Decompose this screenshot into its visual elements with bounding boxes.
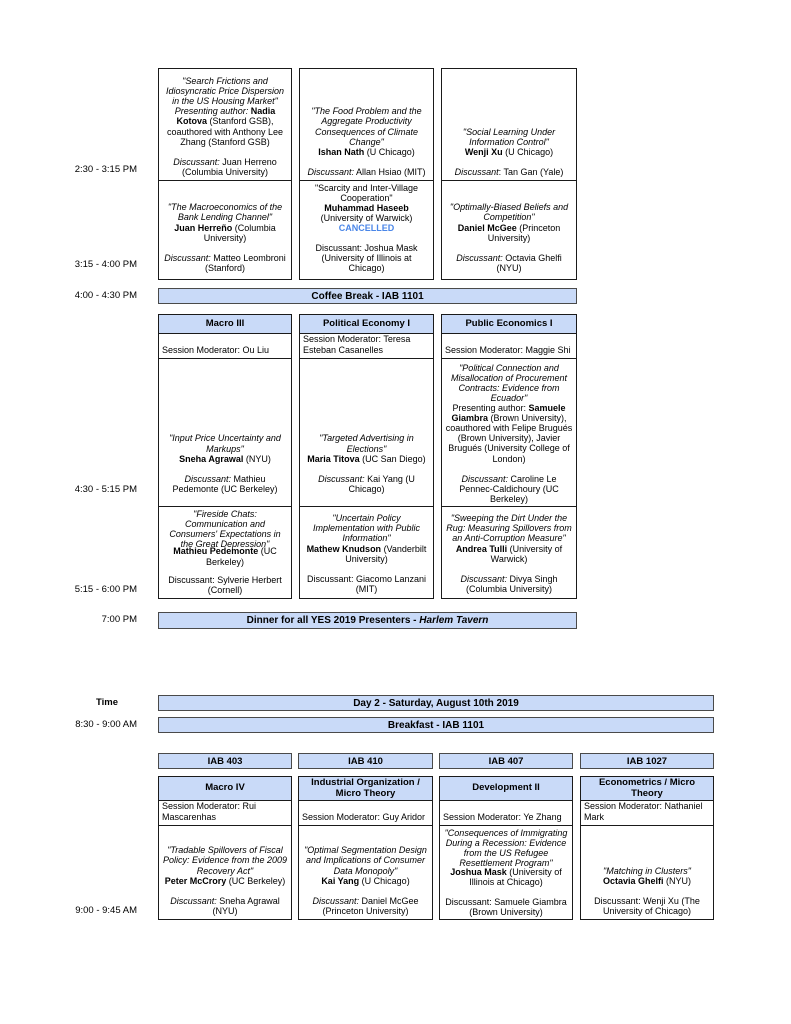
session-moderator-cell: Session Moderator: Maggie Shi [442,333,576,358]
talk-cell: "Search Frictions and Idiosyncratic Price Dispersion in the US Housing Market" Presenting author: Nadia Kotova (Stanford GSB), coauthored with Anthony Lee Zhang (Stanford GSB) Discussant: Juan Herreno (Columbia University) [165,76,285,177]
talk-cell: "Sweeping the Dirt Under the Rug: Measuring Spillovers from an Anti-Corruption Measure" Andrea Tulli (University of Warwick) Discussant: Divya Singh (Columbia University) [442,506,576,598]
time-label-430-515: 4:30 - 5:15 PM [74,484,137,495]
day2-banner: Day 2 - Saturday, August 10th 2019 [158,695,714,711]
session-header-io-micro-theory: Industrial Organization / Micro Theory [299,777,432,800]
session-header-public-economics-i: Public Economics I [442,315,576,333]
session-moderator-cell: Session Moderator: Guy Aridor [299,800,432,825]
time-label-830-900: 8:30 - 9:00 AM [75,719,137,730]
session-header-macro-iv: Macro IV [159,777,291,800]
session-public-economics-i [441,314,577,599]
talk-cell: "Input Price Uncertainty and Markups" Sneha Agrawal (NYU) Discussant: Mathieu Pedemonte (UC Berkeley) [159,358,291,506]
session-header-macro-iii: Macro III [159,315,291,333]
room-header-iab-1027: IAB 1027 [580,753,714,769]
session-moderator-cell: Session Moderator: Ou Liu [159,333,291,358]
time-label-400-430: 4:00 - 4:30 PM [74,290,137,301]
talk-cell: "The Food Problem and the Aggregate Productivity Consequences of Climate Change" Ishan Nath (U Chicago) Discussant: Allan Hsiao (MIT) [307,106,426,177]
day1-column-2-talks [299,68,434,280]
talk-cell: "Scarcity and Inter-Village Cooperation" Muhammad Haseeb (University of Warwick) CANCELLED Discussant: Joshua Mask (University of Illinois at Chicago) [300,180,433,279]
talk-cell: "Optimally-Biased Beliefs and Competition" Daniel McGee (Princeton University) Discussant: Octavia Ghelfi (NYU) [442,180,576,279]
session-macro-iv [158,776,292,920]
day1-column-3-talks [441,68,577,280]
session-io-micro-theory [298,776,433,920]
time-column-header: Time [95,697,118,708]
room-header-iab-403: IAB 403 [158,753,292,769]
talk-cell: "Fireside Chats: Communication and Consumers' Expectations in the Great Depression" Mathieu Pedemonte (UC Berkeley) Discussant: Sylverie Herbert (Cornell) [159,506,291,598]
day1-column-1-talks [158,68,292,280]
session-header-econometrics-micro-theory: Econometrics / Micro Theory [581,777,713,800]
talk-cell: "Uncertain Policy Implementation with Public Information" Mathew Knudson (Vanderbilt University) Discussant: Giacomo Lanzani (MIT) [300,506,433,598]
time-label-700: 7:00 PM [101,614,137,625]
coffee-break-banner: Coffee Break - IAB 1101 [158,288,577,304]
talk-cell: "Targeted Advertising in Elections" Maria Titova (UC San Diego) Discussant: Kai Yang (U Chicago) [300,358,433,506]
session-header-development-ii: Development II [440,777,572,800]
session-moderator-cell: Session Moderator: Teresa Esteban Casanelles [300,333,433,358]
talk-cell: "Political Connection and Misallocation of Procurement Contracts: Evidence from Ecuador" Presenting author: Samuele Giambra (Brown University), coauthored with Felipe Brugués (Brown University), Javier Brugués (University College of London) Discussant: Caroline Le Pennec-Caldichoury (UC Berkeley) [442,358,576,506]
talk-cell: "The Macroeconomics of the Bank Lending Channel" Juan Herreño (Columbia University) Discussant: Matteo Leombroni (Stanford) [159,180,291,279]
talk-cell: "Tradable Spillovers of Fiscal Policy: Evidence from the 2009 Recovery Act" Peter McCrory (UC Berkeley) Discussant: Sneha Agrawal (NYU) [159,825,291,919]
room-header-iab-407: IAB 407 [439,753,573,769]
time-label-515-600: 5:15 - 6:00 PM [74,584,137,595]
session-econometrics-micro-theory [580,776,714,920]
session-moderator-cell: Session Moderator: Rui Mascarenhas [159,800,291,825]
session-moderator-cell: Session Moderator: Ye Zhang [440,800,572,825]
session-moderator-cell: Session Moderator: Nathaniel Mark [581,800,713,825]
session-macro-iii [158,314,292,599]
time-label-315-400: 3:15 - 4:00 PM [74,259,137,270]
breakfast-banner: Breakfast - IAB 1101 [158,717,714,733]
session-development-ii [439,776,573,920]
dinner-banner: Dinner for all YES 2019 Presenters - Harlem Tavern [158,612,577,629]
talk-cell: "Matching in Clusters" Octavia Ghelfi (NYU) Discussant: Wenji Xu (The University of Chicago) [581,825,713,919]
time-label-900-945: 9:00 - 9:45 AM [75,905,137,916]
room-header-iab-410: IAB 410 [298,753,433,769]
time-label-230-315: 2:30 - 3:15 PM [74,164,137,175]
talk-cell: "Optimal Segmentation Design and Implications of Consumer Data Monopoly" Kai Yang (U Chicago) Discussant: Daniel McGee (Princeton University) [299,825,432,919]
talk-cell: "Consequences of Immigrating During a Recession: Evidence from the US Refugee Resettlement Program" Joshua Mask (University of Illinois at Chicago) Discussant: Samuele Giambra (Brown University) [440,825,572,919]
talk-cell: "Social Learning Under Information Control" Wenji Xu (U Chicago) Discussant: Tan Gan (Yale) [454,126,564,177]
session-header-political-economy-i: Political Economy I [300,315,433,333]
session-political-economy-i [299,314,434,599]
